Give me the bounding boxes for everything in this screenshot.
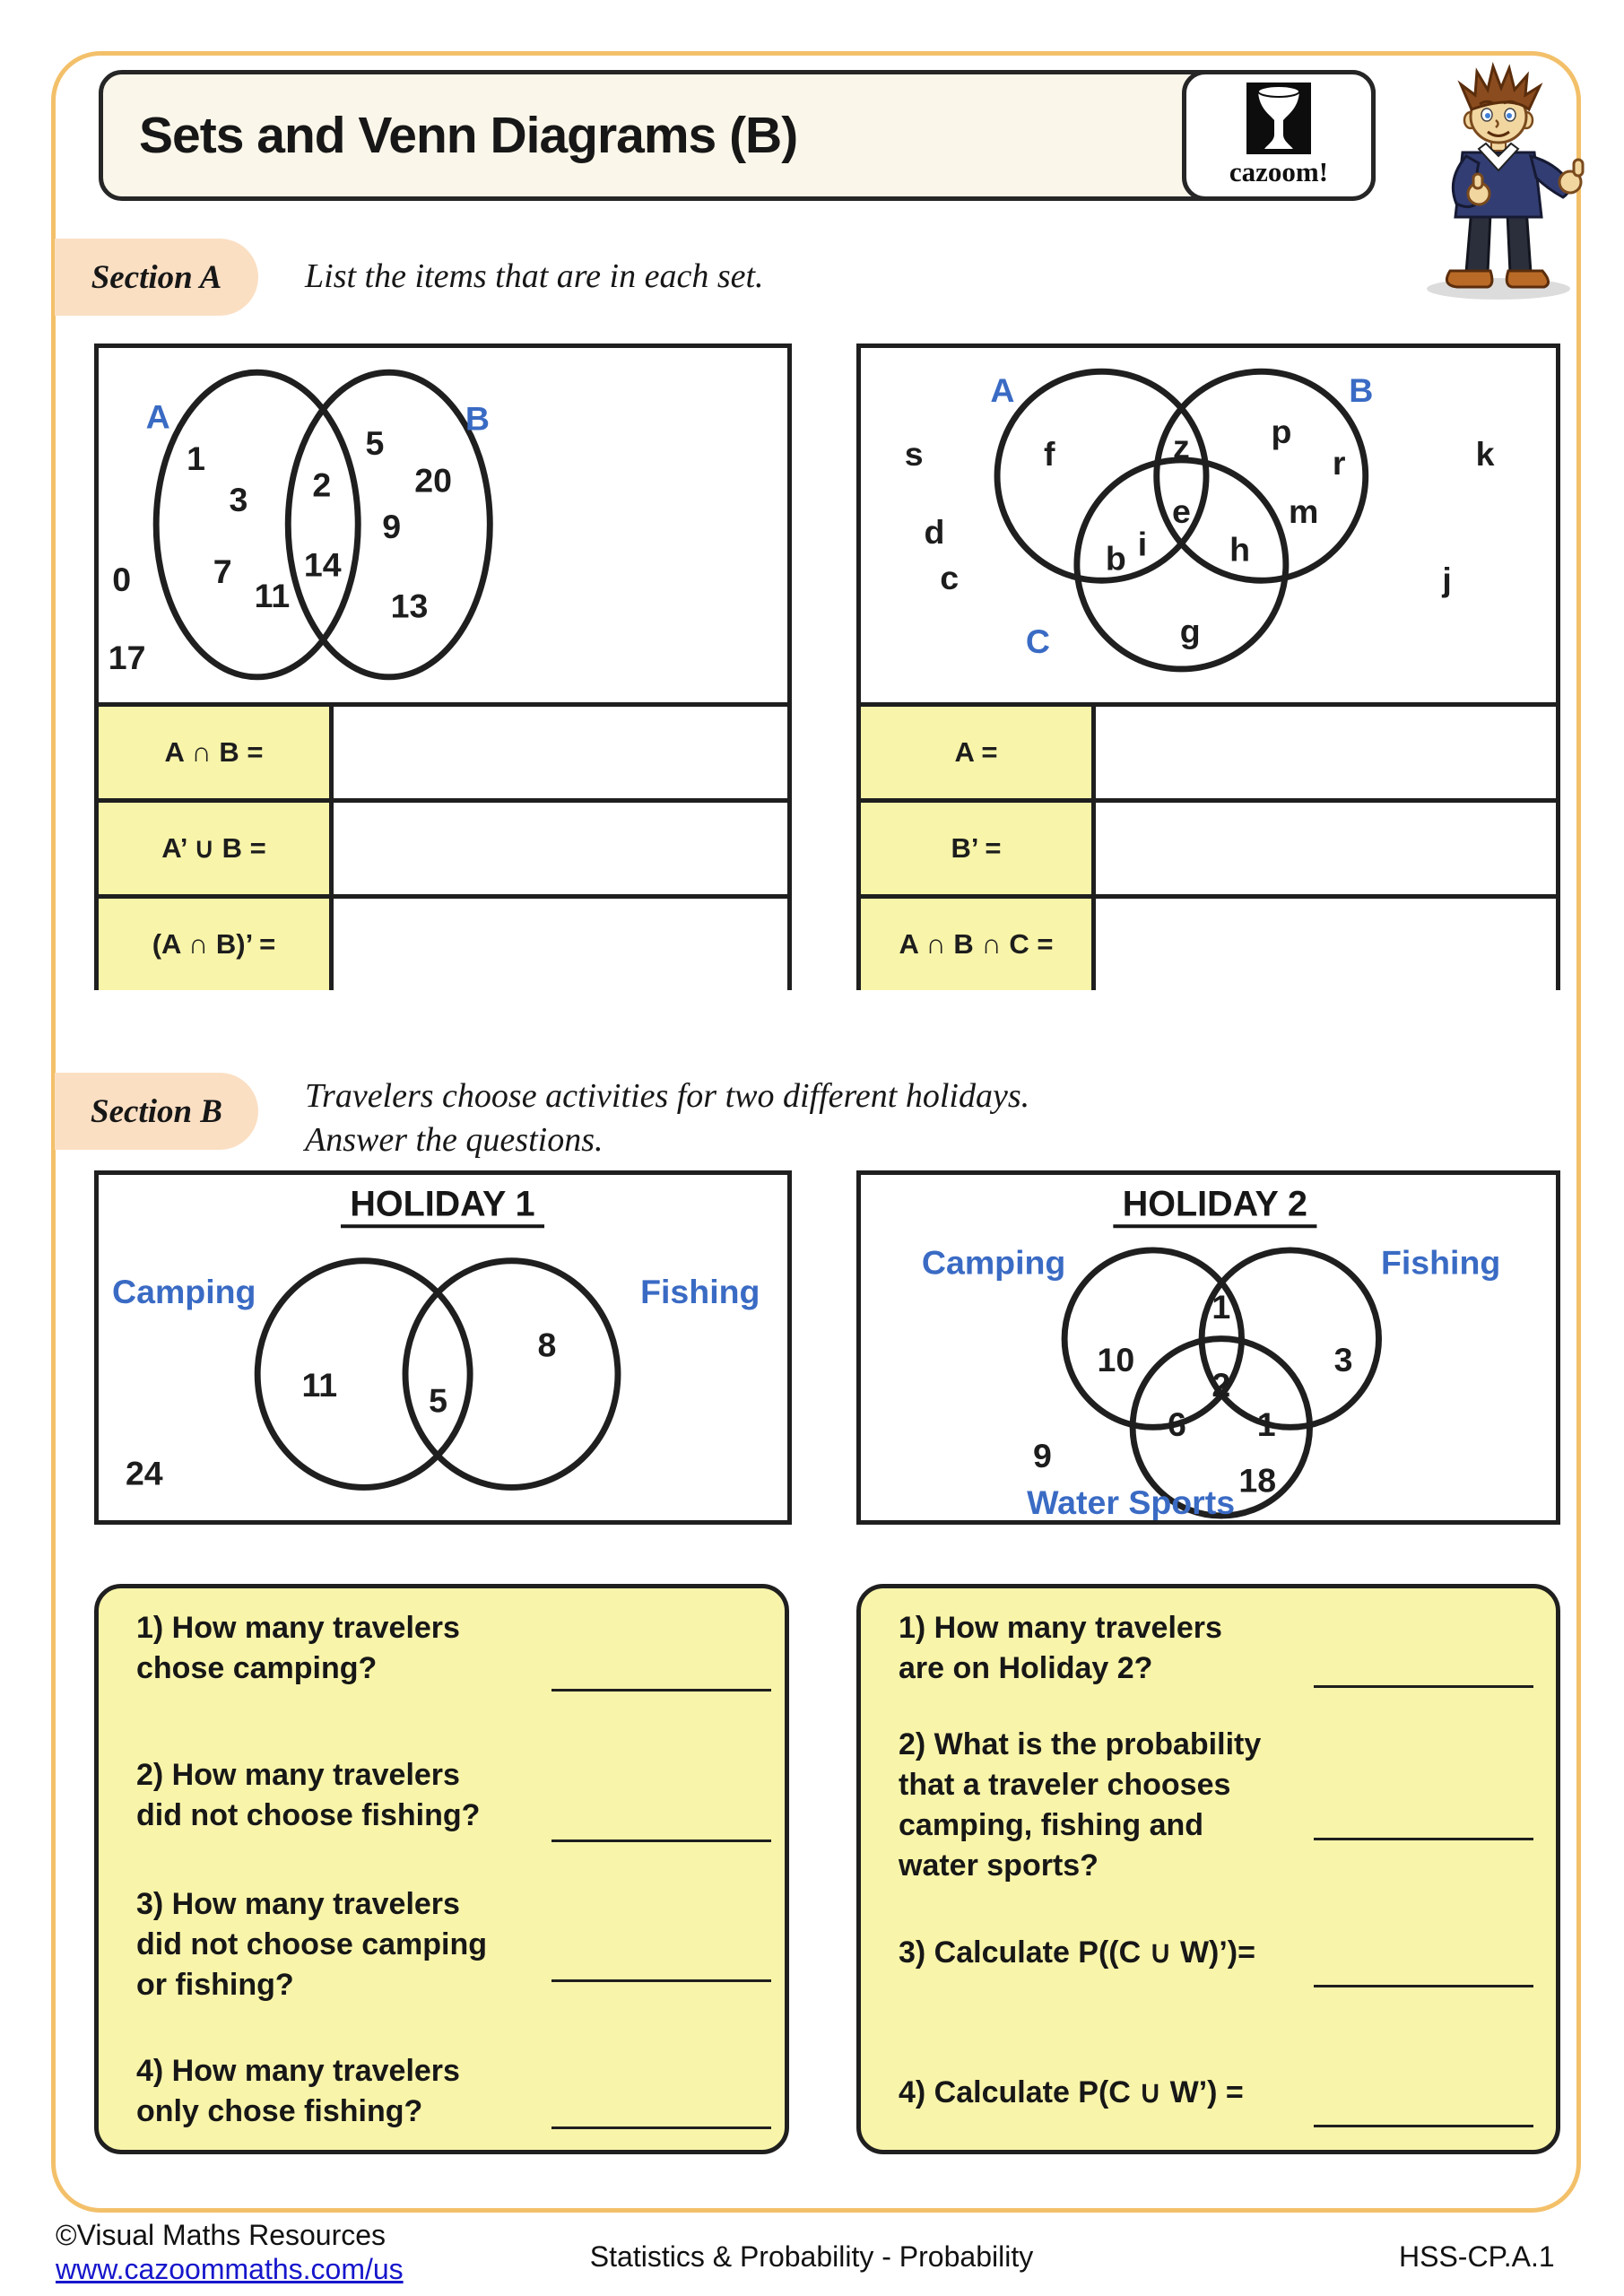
venn-item: 5	[365, 424, 385, 463]
answer-line[interactable]	[1314, 1838, 1533, 1840]
question-2: 2) What is the probability that a traveler chooses camping, fishing and water sports?	[899, 1727, 1262, 1883]
page-title: Sets and Venn Diagrams (B)	[139, 107, 798, 164]
set-a-label: A	[145, 397, 170, 436]
answer-line[interactable]	[551, 1689, 771, 1692]
water-sports-label: Water Sports	[1027, 1483, 1236, 1520]
question-4: 4) How many travelers only chose fishing?	[136, 2054, 460, 2128]
set-b-label: B	[465, 399, 491, 438]
instruction-line: Answer the questions.	[305, 1121, 604, 1159]
venn-numbers-box	[94, 344, 792, 990]
answer-cell[interactable]	[1096, 803, 1556, 894]
section-b-pill	[55, 1073, 258, 1150]
question-2: 2) How many travelers did not choose fishing?	[136, 1758, 481, 1832]
venn-value: 24	[125, 1454, 163, 1492]
table-row	[99, 798, 787, 894]
venn-item: 9	[382, 507, 402, 545]
mascot-illustration	[1385, 45, 1611, 303]
holiday1-box	[94, 1170, 792, 1525]
venn-item: m	[1288, 492, 1319, 531]
questions-holiday1-box	[94, 1584, 789, 2154]
answer-line[interactable]	[551, 1979, 771, 1982]
question-3: 3) How many travelers did not choose camping or fishing?	[136, 1887, 488, 2002]
answer-cell[interactable]	[334, 899, 787, 990]
cazoom-logo-text: cazoom!	[1229, 156, 1329, 187]
venn-item: h	[1229, 530, 1251, 569]
row-label: A’ ∪ B =	[99, 803, 334, 894]
set-a-label: A	[990, 370, 1015, 409]
venn-item: b	[1105, 539, 1126, 578]
venn-value: 6	[1168, 1405, 1186, 1444]
holiday2-title: HOLIDAY 2	[1122, 1184, 1308, 1224]
venn-item: 14	[303, 545, 342, 584]
venn-value: 2	[1211, 1365, 1231, 1404]
section-a-label: Section A	[91, 258, 222, 296]
venn-item: g	[1179, 612, 1201, 650]
holiday1-title: HOLIDAY 1	[350, 1184, 535, 1224]
venn-item: 17	[108, 638, 146, 676]
section-a-instruction: List the items that are in each set.	[305, 257, 764, 295]
section-b-label: Section B	[91, 1092, 222, 1130]
section-b-instruction	[305, 1074, 1029, 1162]
venn-value: 11	[301, 1365, 338, 1404]
venn-letters-diagram	[861, 348, 1556, 707]
answer-cell[interactable]	[1096, 707, 1556, 798]
question-1: 1) How many travelers are on Holiday 2?	[899, 1611, 1222, 1685]
instruction-line: Travelers choose activities for two different holidays.	[305, 1077, 1030, 1115]
venn-value: 1	[1211, 1287, 1231, 1326]
row-label: (A ∩ B)’ =	[99, 899, 334, 990]
venn-numbers-diagram	[99, 348, 787, 707]
footer-standard-code: HSS-CP.A.1	[1399, 2240, 1555, 2273]
footer-copyright: ©Visual Maths Resources	[56, 2219, 386, 2251]
question-1: 1) How many travelers chose camping?	[136, 1611, 460, 1685]
venn-item: j	[1442, 561, 1452, 599]
answer-line[interactable]	[1314, 1985, 1533, 1987]
answer-line[interactable]	[1314, 2125, 1533, 2127]
cazoom-logo	[1182, 70, 1376, 201]
row-label: A ∩ B ∩ C =	[861, 899, 1096, 990]
venn-value: 10	[1097, 1341, 1135, 1379]
venn-item: s	[904, 434, 924, 473]
set-b-label: B	[1349, 370, 1374, 409]
answer-line[interactable]	[551, 2126, 771, 2129]
venn-value: 5	[429, 1381, 448, 1420]
venn-item: c	[940, 559, 960, 597]
venn-value: 8	[537, 1326, 557, 1364]
venn-item: 20	[414, 461, 453, 500]
venn-value: 18	[1238, 1461, 1277, 1500]
venn-item: 1	[187, 439, 206, 477]
venn-item: 2	[312, 465, 332, 504]
answer-cell[interactable]	[1096, 899, 1556, 990]
table-row	[861, 894, 1556, 990]
venn-item: d	[924, 512, 945, 551]
venn-item: 0	[112, 561, 132, 599]
table-row	[861, 798, 1556, 894]
venn-item: p	[1271, 413, 1292, 451]
holiday2-box	[856, 1170, 1560, 1525]
question-3: 3) Calculate P((C ∪ W)’)=	[899, 1935, 1255, 1970]
answer-cell[interactable]	[334, 707, 787, 798]
row-label: A =	[861, 707, 1096, 798]
venn-value: 9	[1032, 1436, 1052, 1474]
set-c-label: C	[1025, 622, 1050, 661]
fishing-label: Fishing	[640, 1273, 760, 1311]
drum-icon	[1246, 83, 1311, 154]
footer-subject: Statistics & Probability - Probability	[589, 2240, 1034, 2273]
venn-value: 3	[1333, 1341, 1353, 1379]
questions-holiday2-box	[856, 1584, 1560, 2154]
fishing-label: Fishing	[1380, 1243, 1501, 1282]
footer-url-link[interactable]: www.cazoommaths.com/us	[56, 2253, 404, 2285]
row-label: B’ =	[861, 803, 1096, 894]
venn-item: f	[1044, 434, 1055, 473]
venn-item: e	[1171, 492, 1191, 531]
venn-item: 7	[213, 552, 232, 591]
venn-item: k	[1475, 434, 1495, 473]
section-a-pill	[55, 239, 258, 316]
venn-item: 3	[229, 481, 248, 519]
question-4: 4) Calculate P(C ∪ W’) =	[899, 2075, 1244, 2109]
venn-item: 11	[254, 576, 291, 614]
camping-label: Camping	[921, 1243, 1066, 1282]
venn-item: r	[1332, 443, 1346, 482]
table-row	[99, 702, 787, 798]
answer-line[interactable]	[1314, 1685, 1533, 1688]
row-label: A ∩ B =	[99, 707, 334, 798]
venn-letters-box	[856, 344, 1560, 990]
camping-label: Camping	[112, 1273, 256, 1311]
venn-item: 13	[390, 587, 429, 625]
answer-line[interactable]	[551, 1839, 771, 1842]
holiday2-diagram	[861, 1175, 1556, 1520]
answer-cell[interactable]	[334, 803, 787, 894]
venn-value: 1	[1256, 1405, 1276, 1444]
table-row	[99, 894, 787, 990]
holiday1-diagram	[99, 1175, 787, 1520]
venn-item: z	[1173, 427, 1190, 465]
table-row	[861, 702, 1556, 798]
venn-item: i	[1137, 525, 1148, 563]
